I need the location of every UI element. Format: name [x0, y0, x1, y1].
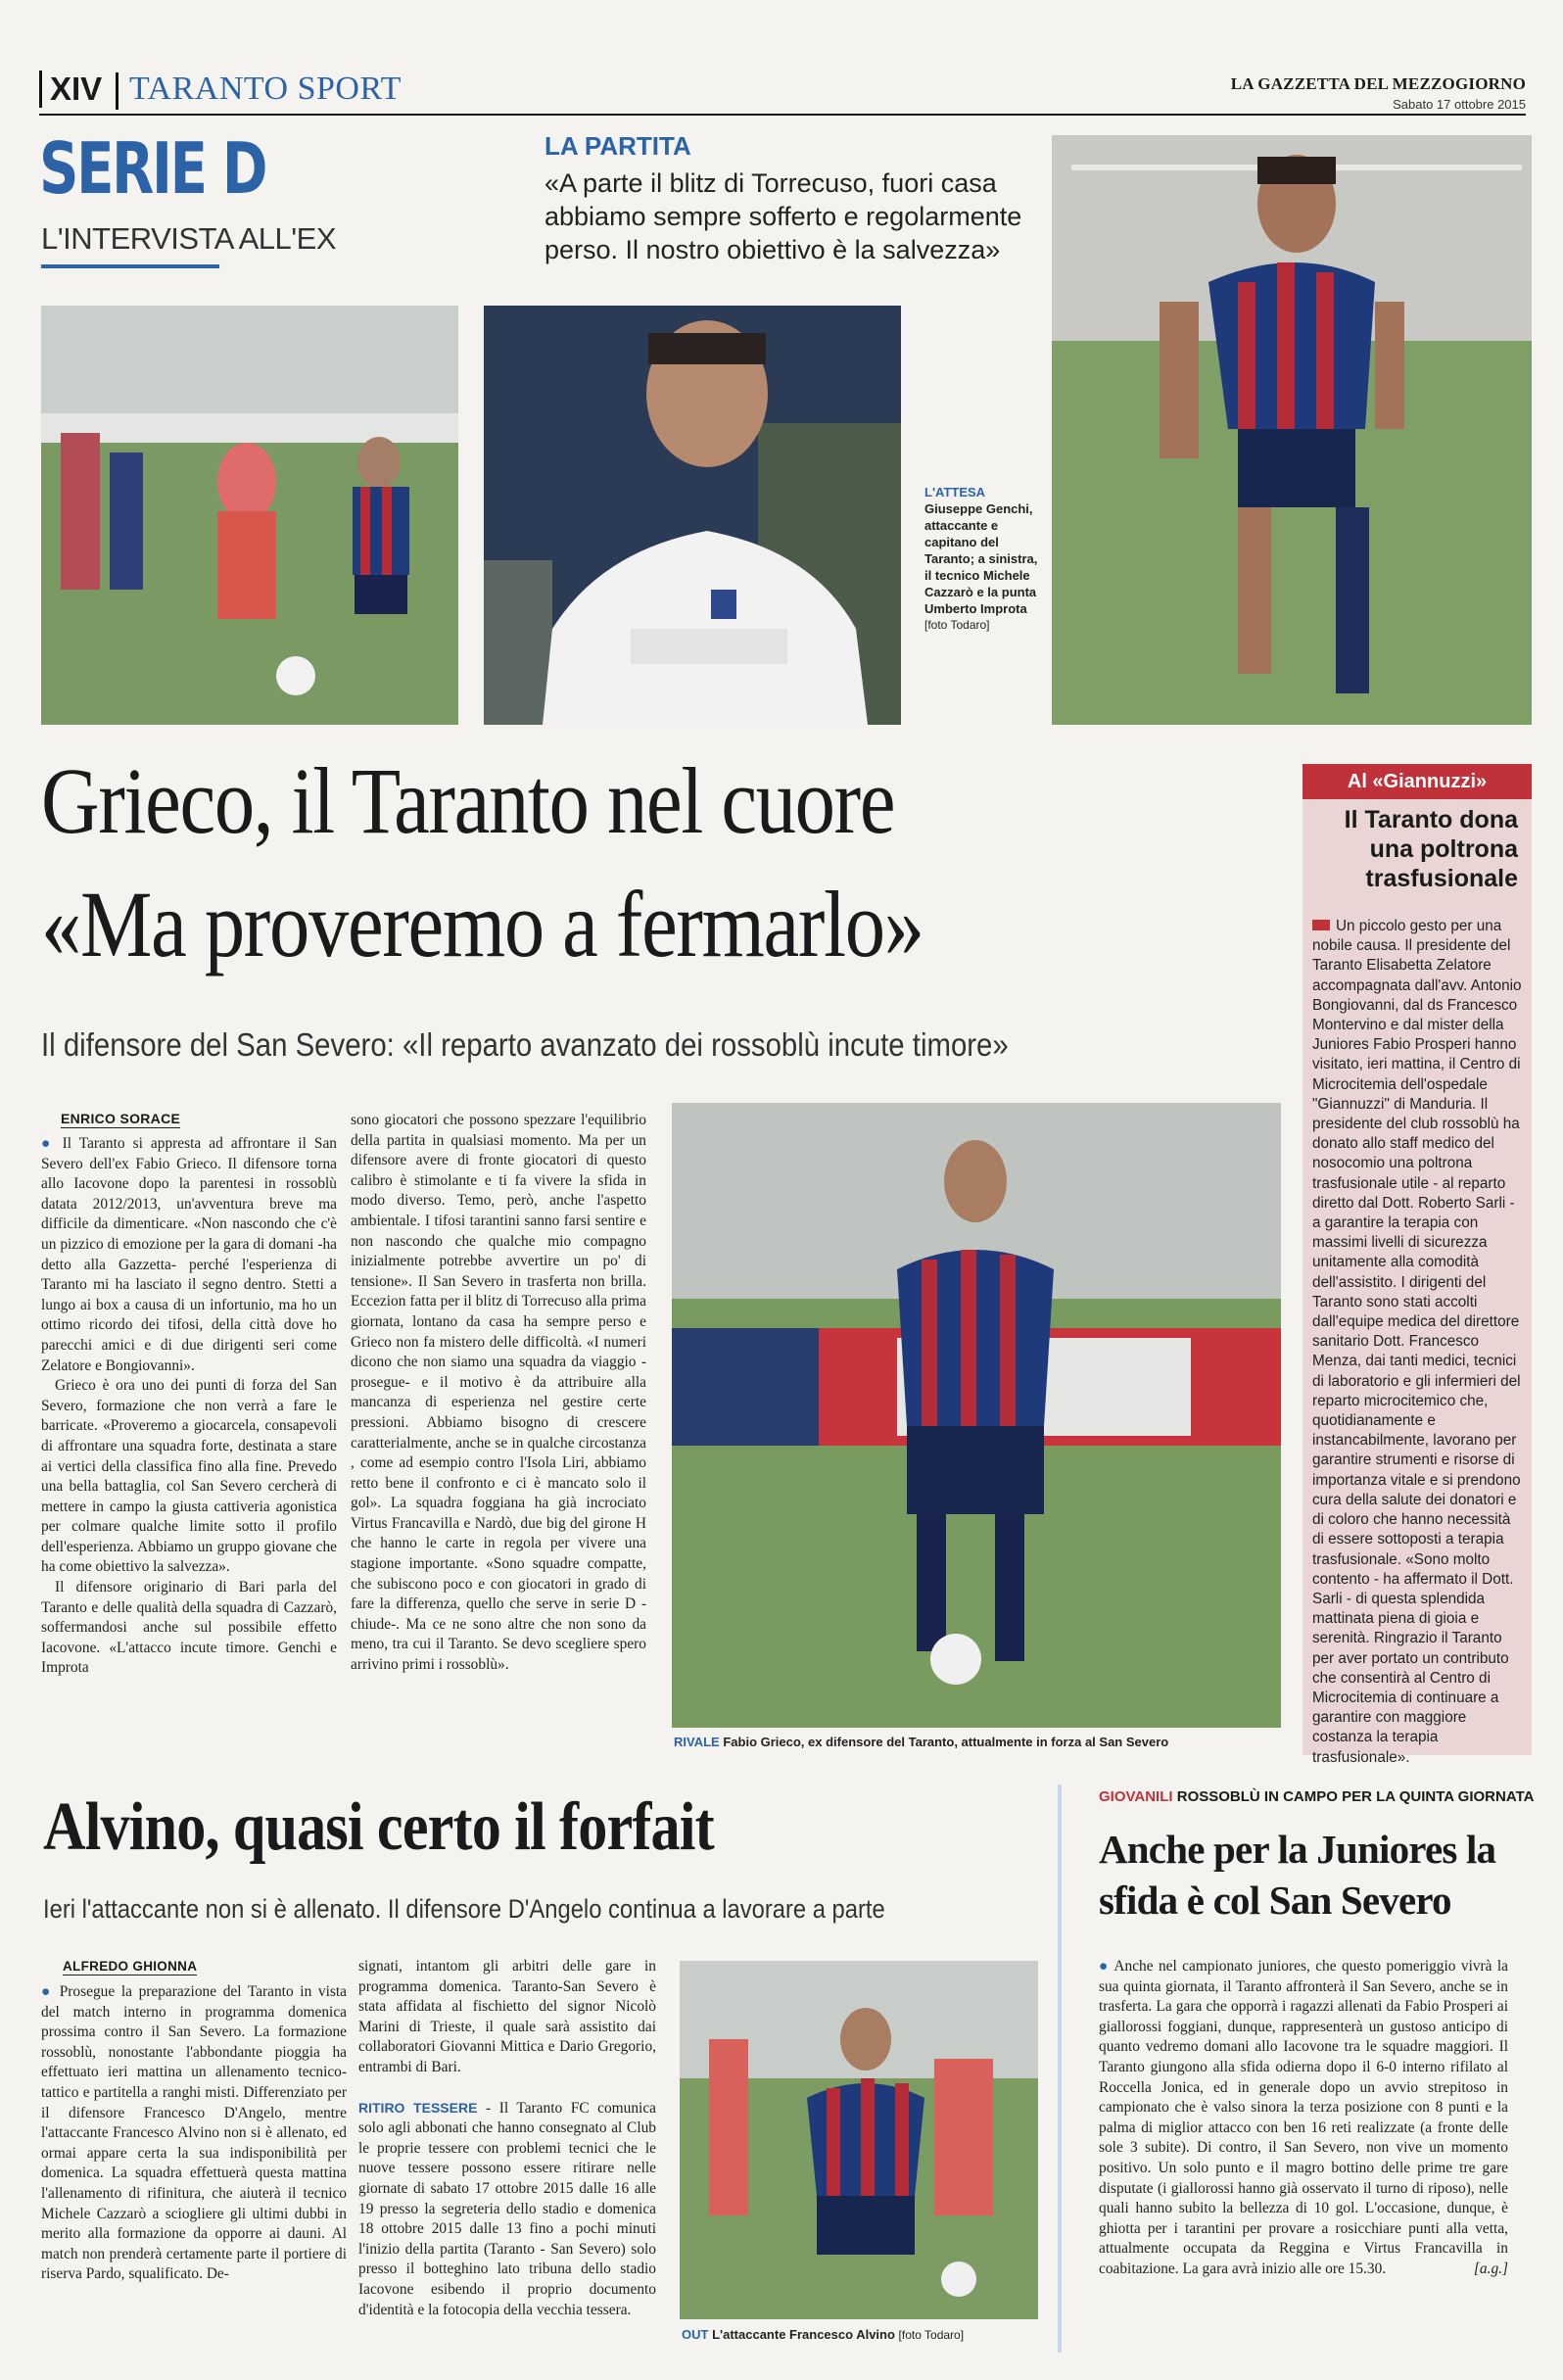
- top-photo-caption: [924, 484, 1042, 634]
- caption-text: Giuseppe Genchi, attaccante e capitano del Taranto; a sinistra, il tecnico Michele Cazzarò e la punta Umberto Improta: [924, 501, 1038, 616]
- main-headline-2: «Ma proveremo a fermarlo»: [41, 872, 924, 976]
- league-title: SERIE D: [39, 127, 266, 210]
- grieco-photo-caption: [674, 1735, 1301, 1749]
- paragraph: [41, 1134, 337, 1376]
- caption-label: L'ATTESA: [924, 485, 986, 500]
- header-rule: [39, 114, 1526, 116]
- header-divider: [116, 72, 118, 110]
- paragraph-text: - Il Taranto FC comunica solo agli abbonati che hanno consegnato al Club le proprie tessere con problemi tecnici che le nuove tessere possono essere ritirare nelle giornate di sabato 17 ottobre 2015 dalle 16 alle 19 presso la segreteria dello stadio e domenica 18 ottobre 2015 dalle 13 fino a pochi minuti l'inizio della partita (Taranto - San Severo) solo presso il botteghino lato tribuna dello stadio Iacovone esibendo il proprio documento d'identità e la fotocopia della vecchia tessera.: [358, 2099, 656, 2318]
- caption-text: Fabio Grieco, ex difensore del Taranto, attualmente in forza al San Severo: [723, 1735, 1169, 1749]
- match-quote: «A parte il blitz di Torrecuso, fuori casa abbiamo sempre sofferto e regolarmente perso. Il nostro obiettivo è la salvezza»: [545, 168, 1022, 264]
- bullet-icon: ●: [41, 1983, 60, 2000]
- section-name: TARANTO SPORT: [129, 71, 402, 107]
- alvino-column-1: [41, 1982, 347, 2285]
- paragraph: signati, intantom gli arbitri delle gare in programma domenica. Taranto-San Severo è stata affidata al fischietto del signor Nicolò Marini di Trieste, il quale sarà assistito dai collaboratori Giovanni Mittica e Dario Gregorio, entrambi di Bari.: [358, 1958, 656, 2075]
- photo-genchi: [1052, 135, 1532, 725]
- kicker-underline: [41, 264, 219, 268]
- photo-grieco: [672, 1103, 1281, 1728]
- sidebar-title: Il Taranto dona una poltrona trasfusionale: [1344, 806, 1518, 892]
- photo-match-action: [41, 306, 458, 725]
- sidebar-marker: [1312, 920, 1330, 930]
- giovanili-body: [1099, 1957, 1508, 2280]
- alvino-column-2: [358, 1957, 656, 2320]
- sidebar-box: [1302, 764, 1532, 1766]
- interview-kicker: L'INTERVISTA ALL'EX: [41, 221, 336, 256]
- paragraph: [1099, 1957, 1508, 2280]
- sidebar-text: Un piccolo gesto per una nobile causa. Il presidente del Taranto Elisabetta Zelatore accompagnata dall'avv. Antonio Bongiovanni, dal ds Francesco Montervino e dal mister della Juniores Fabio Prosperi hanno visitato, ieri mattina, il Centro di Microcitemia dell'ospedale "Giannuzzi" di Manduria. Il presidente del club rossoblù ha donato allo staff medico del nosocomio una poltrona trasfusionale utile - al reparto diretto dal Dott. Roberto Sarli - a garantire la terapia con massimi livelli di sicurezza unitamente alla comodità dell'assistito. I dirigenti del Taranto sono stati accolti dall'equipe medica del direttore sanitario Dott. Francesco Menza, dai tanti medici, tecnici di laboratorio e gli infermieri del reparto microcitemico che, quotidianamente e instancabilmente, lavorano per garantire strumenti e risorse di importanza vitale e si prendono cura della salute dei donatori e di coloro che hanno necessità di essere sottoposti a terapia trasfusionale. «Sono molto contento - ha affermato il Dott. Sarli - di questa splendida mattinata piena di gioia e serenità. Ringrazio il Taranto per aver portato un contributo che consentirà al Centro di Microcitemia di continuare a garantire con maggiore costanza la terapia trasfusionale».: [1312, 918, 1522, 1766]
- paragraph: sono giocatori che possono spezzare l'equilibrio della partita in qualsiasi momento. Ma per un difensore avere di fronte giocatori di questo calibro è stimolante e ti fa vivere la sfida in modo diverso. Temo, però, anche l'aspetto ambientale. I tifosi tarantini sanno farsi sentire e non nascondo che qualche mio compagno inizialmente potrebbe avvertire un po' di tensione». Il San Severo in trasferta non brilla. Eccezion fatta per il blitz di Torrecuso alla prima giornata, lontano da casa ha sempre perso e Grieco non fa mistero delle difficoltà. «I numeri dicono che non siamo una squadra da viaggio -prosegue- e il motivo è da attribuire alla mancanza di esperienza nel gestire certe pressioni. Abbiamo bisogno di crescere caratterialmente, anche se in qualche circostanza , come ad esempio contro l'Isola Liri, abbiamo retto bene il confronto e ci è mancato solo il gol». La squadra foggiana ha già incrociato Virtus Francavilla e Nardò, due big del girone H che hanno le carte in regola per vivere una stagione importante. «Sono squadre compatte, che subiscono poco e con giocatori in grado di fare la differenza, quello che serve in serie D -chiude-. Ma ce ne sono altre che non sono da meno, tra cui il Taranto. Se devo scegliere spero arrivino primi i rossoblù».: [351, 1112, 646, 1674]
- page-header: [39, 67, 1526, 116]
- signature: [a.g.]: [1473, 2260, 1508, 2277]
- alvino-photo-caption: [682, 2327, 1054, 2342]
- giovanili-kicker: [1099, 1788, 1534, 1805]
- giovanili-box: [1058, 1785, 1536, 2353]
- caption-credit: [foto Todaro]: [898, 2328, 965, 2342]
- issue-date: Sabato 17 ottobre 2015: [1393, 97, 1526, 112]
- alvino-headline: Alvino, quasi certo il forfait: [43, 1789, 714, 1865]
- sidebar-kicker: Al «Giannuzzi»: [1302, 764, 1532, 799]
- kicker-label: GIOVANILI: [1099, 1788, 1173, 1805]
- giovanili-headline: Anche per la Juniores la sfida è col San Severo: [1099, 1827, 1496, 1923]
- paragraph: [41, 1982, 347, 2285]
- bullet-icon: ●: [41, 1135, 63, 1152]
- kicker-text: ROSSOBLÙ IN CAMPO PER LA QUINTA GIORNATA: [1176, 1788, 1535, 1805]
- alvino-subhead: Ieri l'attaccante non si è allenato. Il difensore D'Angelo continua a lavorare a parte: [43, 1894, 885, 1924]
- match-label: LA PARTITA: [545, 131, 691, 161]
- photo-coach: [484, 306, 901, 725]
- paragraph: [358, 2098, 656, 2321]
- bullet-icon: ●: [1099, 1958, 1114, 1975]
- paragraph-text: Il Taranto si appresta ad affrontare il San Severo dell'ex Fabio Grieco. Il difensore torna allo Iacovone dopo la parentesi in rossoblù datata 2012/2013, un'avventura breve ma difficile da dimenticare. «Non nascondo che c'è un pizzico di emozione per la gara di domani -ha detto alla Gazzetta- perché l'esperienza di Taranto mi ha lasciato il segno dentro. Stetti a lungo ai box a causa di un infortunio, ma ho un ottimo ricordo dei tifosi, della città dove ho parecchi amici e di due dirigenti seri come Zelatore e Bongiovanni».: [41, 1135, 337, 1374]
- main-headline-1: Grieco, il Taranto nel cuore: [41, 748, 895, 853]
- newspaper-name: LA GAZZETTA DEL MEZZOGIORNO: [1230, 74, 1526, 93]
- caption-label: OUT: [682, 2327, 709, 2342]
- sidebar-body: [1312, 917, 1522, 1768]
- caption-credit: [foto Todaro]: [924, 618, 990, 632]
- caption-label: RIVALE: [674, 1735, 720, 1749]
- alvino-byline: ALFREDO GHIONNA: [63, 1959, 198, 1974]
- paragraph-text: Prosegue la preparazione del Taranto in vista del match interno in programma domenica prossima contro il San Severo. La formazione rossoblù, nonostante l'abbondante pioggia ha effettuato ieri mattina un allenamento tecnico-tattico e partitella a ranghi misti. Differenziato per il difensore Francesco D'Angelo, mentre l'attaccante Francesco Alvino non si è allenato, ed ormai appare certa la sua indisponibilità per domenica. La squadra effettuerà questa mattina l'allenamento di rifinitura, che aiuterà il tecnico Michele Cazzarò a sciogliere gli ultimi dubbi in merito alla formazione da opporre ai dauni. Al match non prenderà certamente parte il portiere di riserva Pardo, squalificato. De-: [41, 1983, 347, 2283]
- main-byline: ENRICO SORACE: [61, 1111, 181, 1126]
- paragraph: Grieco è ora uno dei punti di forza del San Severo, formazione che non verrà a fare le barricate. «Proveremo a giocarcela, consapevoli di affrontare una squadra forte, destinata a stare ai vertici della classifica fino alla fine. Prevedo una bella battaglia, col San Severo cercherà di mettere in campo la giusta cattiveria agonistica per colmare qualche limite sotto il profilo dell'esperienza. Abbiamo un gruppo giovane che ha come obiettivo la salvezza».: [41, 1377, 337, 1576]
- section-label: RITIRO TESSERE: [358, 2099, 478, 2116]
- photo-alvino: [680, 1961, 1038, 2319]
- paragraph: Il difensore originario di Bari parla del Taranto e delle qualità della squadra di Cazzarò, soffermandosi anche sul possibile effetto Iacovone. «L'attacco incute timore. Genchi e Improta: [41, 1579, 337, 1677]
- page-number: XIV: [39, 71, 102, 108]
- main-column-2: [351, 1111, 646, 1676]
- main-column-1: [41, 1134, 337, 1679]
- main-subhead: Il difensore del San Severo: «Il reparto avanzato dei rossoblù incute timore»: [41, 1026, 1009, 1063]
- caption-text: L'attaccante Francesco Alvino: [712, 2327, 895, 2342]
- paragraph-text: Anche nel campionato juniores, che questo pomeriggio vivrà la sua quinta giornata, il Taranto affronterà il San Severo, anche se in trasferta. La gara che opporrà i ragazzi allenati da Fabio Prosperi ai giallorossi foggiani, dunque, rappresenterà un gustoso anticipo di quanto vedremo domani allo Iacovone tra le squadre maggiori. Il Taranto giungono alla sfida odierna dopo il 6-0 interno rifilato al Roccella Jonica, ed in generale dopo un avvio strepitoso in campionato che è valso sinora la terza posizione con 8 punti e la palma di miglior attacco con ben 16 reti realizzate (a fronte delle sole 3 subite). Di contro, il San Severo, non vive un momento positivo. Un solo punto e il magro bottino delle prime tre gare disputate (i giallorossi hanno già osservato il turno di riposo), nelle quali hanno subito la bellezza di 10 gol. L'occasione, dunque, è ghiotta per i tarantini per provare a rosicchiare punti alla vetta, attualmente occupata da Reggina e Virtus Francavilla in coabitazione. La gara avrà inizio alle ore 15.30.: [1099, 1958, 1509, 2277]
